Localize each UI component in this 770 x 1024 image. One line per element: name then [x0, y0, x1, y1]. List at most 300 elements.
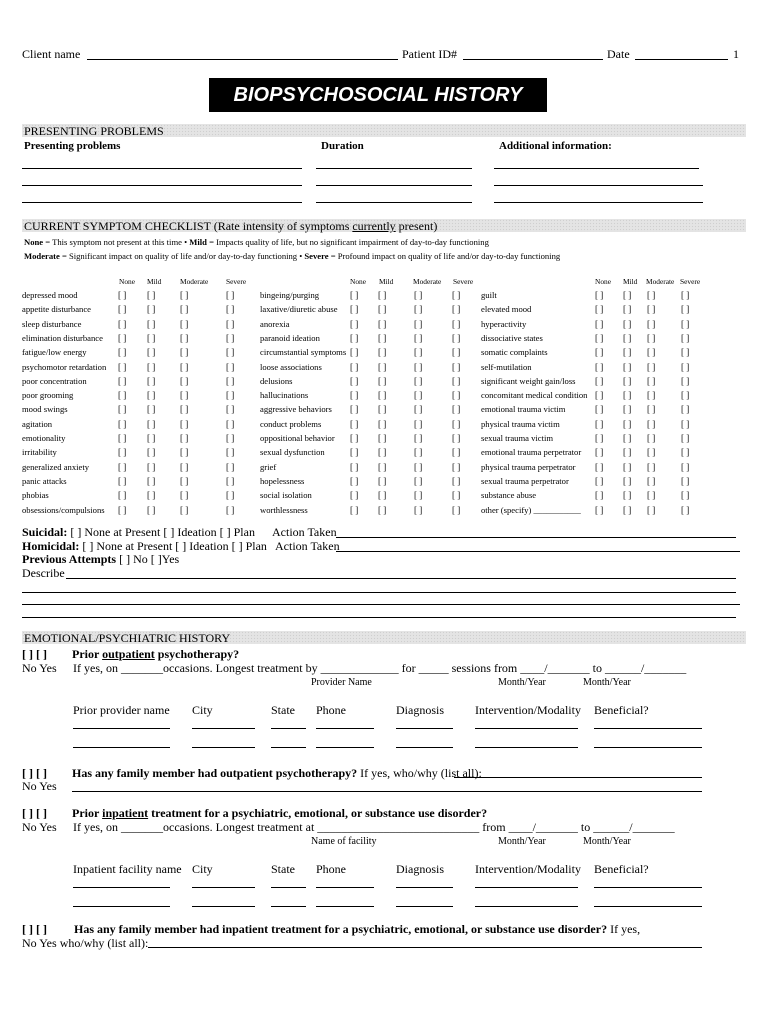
symptom-checkbox-severe[interactable]: [ ] [226, 504, 235, 515]
q4-bold: Has any family member had inpatient treatment for a psychiatric, emotional, or substance use disorder? [74, 922, 608, 936]
symptom-checkbox-mild[interactable]: [ ] [378, 332, 387, 343]
history-table-cell[interactable] [316, 887, 374, 888]
symptom-checkbox-mild[interactable]: [ ] [378, 361, 387, 372]
symptom-checkbox-mild[interactable]: [ ] [378, 290, 387, 300]
symptom-checkbox-moderate[interactable]: [ ] [414, 504, 423, 515]
history-table-header: Phone [316, 703, 346, 717]
symptom-checkbox-severe[interactable]: [ ] [452, 433, 461, 443]
symptom-checkbox-mild[interactable]: [ ] [623, 433, 632, 443]
symptom-checkbox-mild[interactable]: [ ] [147, 390, 156, 401]
symptom-checkbox-none[interactable]: [ ] [350, 461, 359, 472]
symptom-checkbox-moderate[interactable]: [ ] [180, 375, 189, 386]
symptom-checkbox-mild[interactable]: [ ] [623, 447, 632, 458]
symptom-checkbox-severe[interactable]: [ ] [681, 290, 690, 300]
symptom-checkbox-moderate[interactable]: [ ] [647, 461, 656, 472]
symptom-checkbox-mild[interactable]: [ ] [147, 332, 156, 343]
q4-checkboxes[interactable]: [ ] [ ] [22, 922, 47, 936]
symptom-checkbox-severe[interactable]: [ ] [226, 361, 235, 372]
presenting-problems-header: Presenting problems [24, 140, 121, 152]
q1-pre: Prior [72, 647, 103, 661]
q4-row [22, 936, 148, 951]
homicidal-action-field[interactable] [336, 551, 740, 552]
symptom-checkbox-moderate[interactable]: [ ] [647, 447, 656, 458]
symptom-checkbox-mild[interactable]: [ ] [147, 318, 156, 329]
symptom-checkbox-severe[interactable]: [ ] [452, 475, 461, 486]
symptom-checkbox-severe[interactable]: [ ] [452, 290, 461, 300]
symptom-checkbox-mild[interactable]: [ ] [147, 304, 156, 315]
presenting-line-r1-c1[interactable] [22, 168, 302, 169]
symptom-checkbox-moderate[interactable]: [ ] [414, 461, 423, 472]
symptom-checkbox-moderate[interactable]: [ ] [180, 404, 189, 415]
symptom-checkbox-none[interactable]: [ ] [118, 475, 127, 486]
symptom-checkbox-moderate[interactable]: [ ] [647, 390, 656, 401]
symptom-checkbox-moderate[interactable]: [ ] [414, 318, 423, 329]
symptom-checkbox-mild[interactable]: [ ] [623, 390, 632, 401]
symptom-checkbox-moderate[interactable]: [ ] [647, 490, 656, 501]
symptom-checkbox-none[interactable]: [ ] [350, 490, 359, 501]
symptom-checkbox-none[interactable]: [ ] [350, 304, 359, 315]
history-table-cell[interactable] [73, 887, 170, 888]
symptom-checkbox-none[interactable]: [ ] [595, 347, 604, 358]
symptom-checkbox-severe[interactable]: [ ] [681, 332, 690, 343]
symptom-checkbox-mild[interactable]: [ ] [147, 375, 156, 386]
symptom-checkbox-none[interactable]: [ ] [350, 504, 359, 515]
scale-header-severe-2: Severe [453, 277, 474, 286]
history-table-cell[interactable] [73, 906, 170, 907]
symptom-checkbox-mild[interactable]: [ ] [147, 433, 156, 443]
symptom-checkbox-severe[interactable]: [ ] [681, 361, 690, 372]
symptom-checkbox-mild[interactable]: [ ] [378, 390, 387, 401]
symptom-checkbox-severe[interactable]: [ ] [681, 375, 690, 386]
symptom-checkbox-none[interactable]: [ ] [595, 447, 604, 458]
symptom-checkbox-mild[interactable]: [ ] [378, 418, 387, 429]
symptom-checkbox-severe[interactable]: [ ] [452, 490, 461, 501]
symptom-checkbox-mild[interactable]: [ ] [378, 318, 387, 329]
history-table-cell[interactable] [271, 747, 306, 748]
symptom-checkbox-none[interactable]: [ ] [350, 390, 359, 401]
q1-post: psychotherapy? [154, 647, 240, 661]
symptom-checkbox-mild[interactable]: [ ] [378, 304, 387, 315]
symptom-checkbox-moderate[interactable]: [ ] [414, 290, 423, 300]
symptom-checkbox-none[interactable]: [ ] [118, 447, 127, 458]
month-year-caption-3: Month/Year [498, 836, 546, 847]
suicidal-action-field[interactable] [336, 537, 736, 538]
history-table-header: Beneficial? [594, 703, 649, 717]
symptom-checkbox-moderate[interactable]: [ ] [180, 390, 189, 401]
history-table-cell[interactable] [192, 887, 255, 888]
symptom-checkbox-none[interactable]: [ ] [118, 290, 127, 300]
history-table-cell[interactable] [73, 747, 170, 748]
history-table-header: Inpatient facility name [73, 862, 182, 876]
history-table-cell[interactable] [192, 728, 255, 729]
history-table-header: State [271, 703, 295, 717]
symptom-checkbox-none[interactable]: [ ] [118, 375, 127, 386]
symptom-checkbox-mild[interactable]: [ ] [623, 290, 632, 300]
symptom-checkbox-none[interactable]: [ ] [118, 433, 127, 443]
symptom-checkbox-severe[interactable]: [ ] [226, 347, 235, 358]
symptom-checkbox-none[interactable]: [ ] [350, 361, 359, 372]
symptom-checkbox-mild[interactable]: [ ] [378, 461, 387, 472]
symptom-checkbox-moderate[interactable]: [ ] [647, 475, 656, 486]
symptom-checkbox-severe[interactable]: [ ] [681, 418, 690, 429]
symptom-checkbox-moderate[interactable]: [ ] [414, 418, 423, 429]
symptom-checkbox-moderate[interactable]: [ ] [647, 290, 656, 300]
symptom-checkbox-moderate[interactable]: [ ] [180, 318, 189, 329]
symptom-checkbox-none[interactable]: [ ] [595, 304, 604, 315]
q1-noyes: No Yes [22, 661, 57, 675]
previous-attempts-row [22, 552, 179, 567]
q4-question [74, 922, 640, 937]
symptom-checkbox-mild[interactable]: [ ] [378, 447, 387, 458]
checklist-title-currently: currently [352, 219, 396, 233]
symptom-checkbox-mild[interactable]: [ ] [623, 318, 632, 329]
scale-header-mild-1: Mild [147, 277, 162, 286]
history-table-cell[interactable] [271, 728, 306, 729]
symptom-checkbox-none[interactable]: [ ] [595, 375, 604, 386]
describe-line-3[interactable] [22, 604, 740, 605]
history-table-cell[interactable] [396, 887, 453, 888]
symptom-checkbox-severe[interactable]: [ ] [681, 490, 690, 501]
presenting-line-r2-c1[interactable] [22, 185, 302, 186]
symptom-checkbox-mild[interactable]: [ ] [378, 504, 387, 515]
history-table-cell[interactable] [475, 887, 578, 888]
symptom-checkbox-mild[interactable]: [ ] [378, 475, 387, 486]
symptom-checkbox-moderate[interactable]: [ ] [180, 461, 189, 472]
symptom-checkbox-none[interactable]: [ ] [350, 418, 359, 429]
legend-severe-desc: = Profound impact on quality of life and/or day-to-day functioning [328, 251, 561, 261]
symptom-checkbox-moderate[interactable]: [ ] [647, 433, 656, 443]
symptom-checkbox-severe[interactable]: [ ] [452, 304, 461, 315]
symptom-checkbox-mild[interactable]: [ ] [623, 304, 632, 315]
symptom-checkbox-severe[interactable]: [ ] [226, 433, 235, 443]
symptom-checkbox-severe[interactable]: [ ] [681, 433, 690, 443]
history-table-cell[interactable] [271, 887, 306, 888]
presenting-line-r3-c3[interactable] [494, 202, 703, 203]
symptom-checkbox-none[interactable]: [ ] [350, 318, 359, 329]
scale-header-moderate-3: Moderate [646, 277, 675, 286]
symptom-checkbox-none[interactable]: [ ] [350, 475, 359, 486]
history-table-cell[interactable] [396, 747, 453, 748]
symptom-checkbox-none[interactable]: [ ] [118, 461, 127, 472]
history-table-cell[interactable] [316, 728, 374, 729]
symptom-checkbox-none[interactable]: [ ] [118, 318, 127, 329]
symptom-checkbox-moderate[interactable]: [ ] [414, 361, 423, 372]
month-year-caption-2: Month/Year [583, 677, 631, 688]
describe-line-2[interactable] [22, 592, 736, 593]
symptom-checkbox-severe[interactable]: [ ] [452, 447, 461, 458]
history-table-cell[interactable] [475, 906, 578, 907]
symptom-checkbox-severe[interactable]: [ ] [226, 490, 235, 501]
q3-question [72, 806, 487, 821]
symptom-checkbox-moderate[interactable]: [ ] [180, 475, 189, 486]
q2-answer-line[interactable] [454, 777, 702, 778]
symptom-checkbox-mild[interactable]: [ ] [378, 433, 387, 443]
form-title: BIOPSYCHOSOCIAL HISTORY [209, 78, 547, 112]
history-table-cell[interactable] [396, 906, 453, 907]
symptom-checkbox-moderate[interactable]: [ ] [414, 447, 423, 458]
symptom-checkbox-severe[interactable]: [ ] [452, 361, 461, 372]
symptom-checkbox-severe[interactable]: [ ] [452, 461, 461, 472]
symptom-checkbox-none[interactable]: [ ] [595, 290, 604, 300]
symptom-checkbox-moderate[interactable]: [ ] [180, 490, 189, 501]
symptom-checkbox-none[interactable]: [ ] [118, 490, 127, 501]
symptom-checkbox-severe[interactable]: [ ] [452, 418, 461, 429]
symptom-checkbox-mild[interactable]: [ ] [623, 361, 632, 372]
history-table-header: State [271, 862, 295, 876]
provider-name-caption: Provider Name [311, 677, 372, 688]
symptom-label: aggressive behaviors [260, 404, 332, 415]
presenting-line-r1-c2[interactable] [316, 168, 472, 169]
symptom-checkbox-moderate[interactable]: [ ] [647, 418, 656, 429]
symptom-checkbox-none[interactable]: [ ] [118, 418, 127, 429]
q4-answer-line[interactable] [148, 947, 702, 948]
symptom-checkbox-severe[interactable]: [ ] [226, 418, 235, 429]
symptom-checkbox-mild[interactable]: [ ] [623, 332, 632, 343]
history-table-cell[interactable] [271, 906, 306, 907]
history-table-cell[interactable] [316, 747, 374, 748]
symptom-label: generalized anxiety [22, 461, 90, 472]
symptom-checkbox-severe[interactable]: [ ] [226, 375, 235, 386]
symptom-checkbox-severe[interactable]: [ ] [226, 390, 235, 401]
symptom-checkbox-none[interactable]: [ ] [350, 290, 359, 300]
symptom-checkbox-none[interactable]: [ ] [595, 433, 604, 443]
q1-detail[interactable]: If yes, on _______occasions. Longest treatment by _____________ for _____ sessions from ____/_______ to ______/_______ [73, 661, 687, 675]
symptom-checkbox-mild[interactable]: [ ] [147, 490, 156, 501]
month-year-caption-4: Month/Year [583, 836, 631, 847]
describe-line-4[interactable] [22, 617, 736, 618]
symptom-checkbox-severe[interactable]: [ ] [452, 504, 461, 515]
symptom-checkbox-moderate[interactable]: [ ] [647, 504, 656, 515]
symptom-checkbox-none[interactable]: [ ] [595, 475, 604, 486]
symptom-checkbox-moderate[interactable]: [ ] [414, 433, 423, 443]
symptom-checkbox-severe[interactable]: [ ] [681, 475, 690, 486]
client-name-field[interactable] [87, 59, 398, 60]
symptom-checkbox-mild[interactable]: [ ] [147, 475, 156, 486]
symptom-checkbox-moderate[interactable]: [ ] [180, 361, 189, 372]
symptom-checkbox-none[interactable]: [ ] [350, 347, 359, 358]
symptom-checkbox-none[interactable]: [ ] [595, 404, 604, 415]
symptom-checkbox-severe[interactable]: [ ] [226, 304, 235, 315]
symptom-checkbox-moderate[interactable]: [ ] [414, 375, 423, 386]
symptom-checkbox-none[interactable]: [ ] [118, 347, 127, 358]
symptom-checkbox-moderate[interactable]: [ ] [180, 447, 189, 458]
symptom-checkbox-none[interactable]: [ ] [118, 361, 127, 372]
presenting-line-r3-c1[interactable] [22, 202, 302, 203]
symptom-checkbox-moderate[interactable]: [ ] [647, 375, 656, 386]
symptom-label: self-mutilation [481, 361, 532, 372]
legend-moderate-desc: = Significant impact on quality of life and/or day-to-day functioning • [59, 251, 305, 261]
previous-attempts-options[interactable]: [ ] No [ ]Yes [119, 552, 180, 566]
symptom-checkbox-mild[interactable]: [ ] [147, 418, 156, 429]
symptom-label: agitation [22, 418, 53, 429]
symptom-checkbox-none[interactable]: [ ] [118, 504, 127, 515]
symptom-checkbox-moderate[interactable]: [ ] [180, 418, 189, 429]
symptom-checkbox-mild[interactable]: [ ] [378, 404, 387, 415]
describe-line-1[interactable] [66, 578, 736, 579]
symptom-checkbox-mild[interactable]: [ ] [147, 504, 156, 515]
symptom-checkbox-moderate[interactable]: [ ] [180, 433, 189, 443]
symptom-checkbox-none[interactable]: [ ] [118, 332, 127, 343]
symptom-checkbox-none[interactable]: [ ] [595, 504, 604, 515]
history-table-cell[interactable] [594, 728, 702, 729]
symptom-label: mood swings [22, 404, 68, 415]
client-name-label: Client name [22, 47, 81, 61]
symptom-checkbox-none[interactable]: [ ] [595, 490, 604, 501]
history-table-cell[interactable] [594, 747, 702, 748]
symptom-label: emotional trauma perpetrator [481, 447, 582, 458]
emotional-section-title: EMOTIONAL/PSYCHIATRIC HISTORY [24, 631, 231, 645]
checklist-section-title [24, 219, 437, 234]
symptom-checkbox-none[interactable]: [ ] [350, 433, 359, 443]
history-table-cell[interactable] [192, 747, 255, 748]
symptom-checkbox-mild[interactable]: [ ] [147, 290, 156, 300]
symptom-checkbox-none[interactable]: [ ] [595, 461, 604, 472]
symptom-checkbox-moderate[interactable]: [ ] [414, 332, 423, 343]
symptom-checkbox-moderate[interactable]: [ ] [647, 304, 656, 315]
history-table-header: Phone [316, 862, 346, 876]
symptom-checkbox-moderate[interactable]: [ ] [180, 304, 189, 315]
legend-mild-desc: = Impacts quality of life, but no significant impairment of day-to-day functioning [206, 237, 489, 247]
symptom-checkbox-severe[interactable]: [ ] [226, 290, 235, 300]
symptom-checkbox-mild[interactable]: [ ] [623, 461, 632, 472]
symptom-checkbox-severe[interactable]: [ ] [681, 404, 690, 415]
symptom-checkbox-severe[interactable]: [ ] [681, 318, 690, 329]
symptom-checkbox-moderate[interactable]: [ ] [647, 318, 656, 329]
symptom-checkbox-severe[interactable]: [ ] [452, 318, 461, 329]
symptom-checkbox-mild[interactable]: [ ] [378, 490, 387, 501]
symptom-checkbox-moderate[interactable]: [ ] [414, 490, 423, 501]
presenting-line-r2-c2[interactable] [316, 185, 472, 186]
q1-checkboxes[interactable]: [ ] [ ] [22, 647, 47, 661]
symptom-checkbox-severe[interactable]: [ ] [681, 347, 690, 358]
symptom-checkbox-mild[interactable]: [ ] [147, 404, 156, 415]
symptom-checkbox-severe[interactable]: [ ] [681, 461, 690, 472]
symptom-checkbox-severe[interactable]: [ ] [452, 347, 461, 358]
symptom-checkbox-moderate[interactable]: [ ] [414, 475, 423, 486]
symptom-checkbox-mild[interactable]: [ ] [378, 347, 387, 358]
symptom-checkbox-severe[interactable]: [ ] [452, 375, 461, 386]
symptom-checkbox-severe[interactable]: [ ] [452, 404, 461, 415]
symptom-label: laxative/diuretic abuse [260, 304, 338, 315]
homicidal-options[interactable]: [ ] None at Present [ ] Ideation [ ] Plan [82, 539, 267, 553]
symptom-checkbox-severe[interactable]: [ ] [226, 475, 235, 486]
symptom-checkbox-severe[interactable]: [ ] [681, 504, 690, 515]
symptom-checkbox-mild[interactable]: [ ] [147, 447, 156, 458]
history-table-header: Beneficial? [594, 862, 649, 876]
presenting-line-r3-c2[interactable] [316, 202, 472, 203]
symptom-checkbox-severe[interactable]: [ ] [226, 447, 235, 458]
symptom-checkbox-moderate[interactable]: [ ] [180, 347, 189, 358]
date-field[interactable] [635, 59, 728, 60]
symptom-checkbox-moderate[interactable]: [ ] [180, 290, 189, 300]
symptom-checkbox-severe[interactable]: [ ] [226, 318, 235, 329]
symptom-checkbox-mild[interactable]: [ ] [378, 375, 387, 386]
symptom-checkbox-moderate[interactable]: [ ] [414, 304, 423, 315]
scale-header-none-2: None [350, 277, 367, 286]
symptom-checkbox-mild[interactable]: [ ] [623, 375, 632, 386]
symptom-checkbox-none[interactable]: [ ] [595, 418, 604, 429]
symptom-checkbox-moderate[interactable]: [ ] [647, 361, 656, 372]
q2-answer-line-2[interactable] [72, 791, 702, 792]
symptom-checkbox-moderate[interactable]: [ ] [180, 332, 189, 343]
symptom-checkbox-severe[interactable]: [ ] [681, 390, 690, 401]
previous-attempts-label: Previous Attempts [22, 552, 117, 566]
symptom-checkbox-moderate[interactable]: [ ] [414, 390, 423, 401]
symptom-checkbox-none[interactable]: [ ] [350, 375, 359, 386]
patient-id-field[interactable] [463, 59, 603, 60]
symptom-checkbox-moderate[interactable]: [ ] [647, 332, 656, 343]
history-table-cell[interactable] [475, 728, 578, 729]
symptom-label: circumstantial symptoms [260, 347, 347, 358]
symptom-checkbox-none[interactable]: [ ] [595, 361, 604, 372]
symptom-checkbox-mild[interactable]: [ ] [623, 475, 632, 486]
symptom-checkbox-severe[interactable]: [ ] [452, 390, 461, 401]
symptom-checkbox-none[interactable]: [ ] [118, 304, 127, 315]
additional-info-header: Additional information: [499, 140, 612, 152]
symptom-label: hyperactivity [481, 318, 527, 329]
q3-detail[interactable]: If yes, on _______occasions. Longest treatment at ___________________________ from ____/_______ to ______/_______ [73, 820, 675, 834]
symptom-checkbox-moderate[interactable]: [ ] [414, 347, 423, 358]
symptom-checkbox-mild[interactable]: [ ] [623, 418, 632, 429]
symptom-checkbox-moderate[interactable]: [ ] [647, 347, 656, 358]
q3-post: treatment for a psychiatric, emotional, or substance use disorder? [148, 806, 488, 820]
symptom-label: delusions [260, 375, 293, 386]
symptom-checkbox-severe[interactable]: [ ] [452, 332, 461, 343]
symptom-checkbox-severe[interactable]: [ ] [226, 404, 235, 415]
symptom-checkbox-mild[interactable]: [ ] [147, 461, 156, 472]
symptom-checkbox-none[interactable]: [ ] [595, 318, 604, 329]
q3-pre: Prior [72, 806, 103, 820]
history-table-cell[interactable] [316, 906, 374, 907]
presenting-line-r1-c3[interactable] [494, 168, 699, 169]
scale-header-none-1: None [119, 277, 136, 286]
history-table-cell[interactable] [594, 906, 702, 907]
history-table-cell[interactable] [192, 906, 255, 907]
symptom-checkbox-none[interactable]: [ ] [595, 390, 604, 401]
symptom-checkbox-none[interactable]: [ ] [350, 447, 359, 458]
symptom-checkbox-mild[interactable]: [ ] [623, 404, 632, 415]
symptom-label: panic attacks [22, 475, 67, 486]
symptom-checkbox-moderate[interactable]: [ ] [414, 404, 423, 415]
symptom-checkbox-moderate[interactable]: [ ] [180, 504, 189, 515]
history-table-cell[interactable] [475, 747, 578, 748]
symptom-checkbox-severe[interactable]: [ ] [226, 332, 235, 343]
history-table-header: City [192, 703, 213, 717]
symptom-checkbox-mild[interactable]: [ ] [147, 347, 156, 358]
symptom-checkbox-none[interactable]: [ ] [350, 404, 359, 415]
symptom-checkbox-mild[interactable]: [ ] [623, 347, 632, 358]
suicidal-options[interactable]: [ ] None at Present [ ] Ideation [ ] Plan [70, 525, 255, 539]
symptom-checkbox-mild[interactable]: [ ] [623, 490, 632, 501]
presenting-line-r2-c3[interactable] [494, 185, 703, 186]
symptom-checkbox-severe[interactable]: [ ] [226, 461, 235, 472]
q3-checkboxes[interactable]: [ ] [ ] [22, 806, 47, 820]
symptom-checkbox-none[interactable]: [ ] [595, 332, 604, 343]
symptom-checkbox-none[interactable]: [ ] [118, 404, 127, 415]
history-table-cell[interactable] [73, 728, 170, 729]
history-table-cell[interactable] [594, 887, 702, 888]
symptom-checkbox-none[interactable]: [ ] [350, 332, 359, 343]
symptom-checkbox-none[interactable]: [ ] [118, 390, 127, 401]
q2-checkboxes[interactable]: [ ] [ ] [22, 766, 47, 780]
symptom-checkbox-severe[interactable]: [ ] [681, 447, 690, 458]
history-table-cell[interactable] [396, 728, 453, 729]
symptom-checkbox-moderate[interactable]: [ ] [647, 404, 656, 415]
q4-noyes: No Yes [22, 936, 57, 950]
symptom-checkbox-severe[interactable]: [ ] [681, 304, 690, 315]
symptom-checkbox-mild[interactable]: [ ] [147, 361, 156, 372]
symptom-checkbox-mild[interactable]: [ ] [623, 504, 632, 515]
